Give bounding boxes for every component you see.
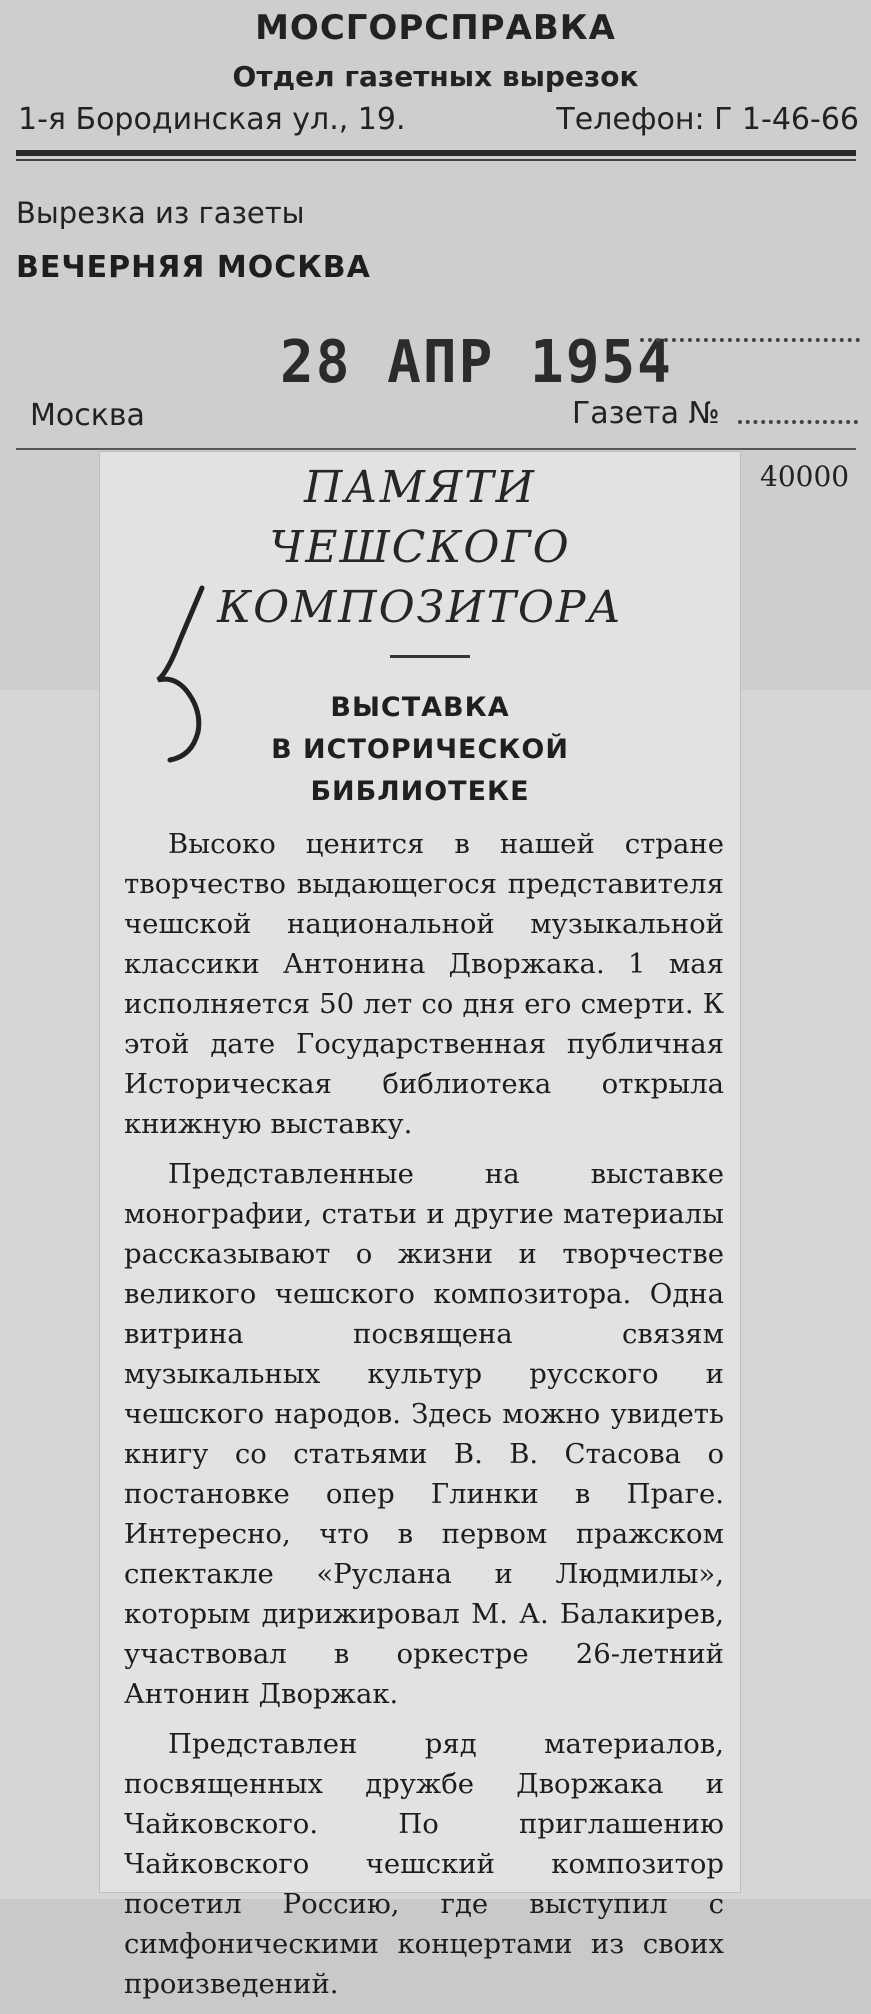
- subheadline-line: ВЫСТАВКА: [330, 692, 510, 723]
- city-label: Москва: [30, 398, 145, 433]
- circulation-number: 40000: [760, 460, 850, 493]
- form-divider: [16, 448, 856, 450]
- org-title: МОСГОРСПРАВКА: [255, 8, 616, 48]
- handwritten-mark-5: [140, 580, 230, 770]
- subheadline-line: БИБЛИОТЕКЕ: [310, 776, 530, 807]
- phone-line: Телефон: Г 1-46-66: [556, 102, 859, 137]
- cutting-label: Вырезка из газеты: [16, 196, 305, 230]
- article-paragraph: Представленные на выставке монографии, статьи и другие материалы рассказывают о жизни и творчестве великого чешского композитора. Одна витрина посвящена связям музыкальных культур русского и чешского народов. Здесь можно увидеть книгу со статьями В. В. Стасова о постановке опер Глинки в Праге. Интересно, что в первом пражском спектакле «Руслана и Людмилы», которым дирижировал М. А. Балакирев, участвовал в оркестре 26-летний Антонин Дворжак.: [124, 1158, 724, 1710]
- department-title: Отдел газетных вырезок: [232, 60, 639, 93]
- headline-line: КОМПОЗИТОРА: [217, 582, 623, 633]
- address-line: 1-я Бородинская ул., 19.: [18, 102, 406, 137]
- issue-label: Газета №: [572, 396, 720, 431]
- header-rule: [16, 150, 856, 156]
- issue-dotted-line: [738, 420, 858, 424]
- headline-line: ЧЕШСКОГО: [269, 522, 571, 573]
- article-body: [124, 824, 724, 2014]
- article-paragraph: Высоко ценится в нашей стране творчество выдающегося представителя чешской национальной музыкальной классики Антонина Дворжака. 1 мая исполняется 50 лет со дня его смерти. К этой дате Государственная публичная Историческая библиотека открыла книжную выставку.: [124, 828, 724, 1140]
- header-rule-thin: [16, 159, 856, 161]
- headline-separator: [390, 655, 470, 658]
- date-stamp: 28 АПР 1954: [280, 328, 673, 397]
- headline-line: ПАМЯТИ: [304, 462, 536, 513]
- article-paragraph: Представлен ряд материалов, посвященных дружбе Дворжака и Чайковского. По приглашению Чайковского чешский композитор посетил Россию, где выступил с симфоническими концертами из своих произведений.: [124, 1728, 724, 2000]
- date-dotted-line: [640, 338, 860, 342]
- newspaper-name: ВЕЧЕРНЯЯ МОСКВА: [16, 250, 371, 285]
- subheadline-line: В ИСТОРИЧЕСКОЙ: [271, 734, 569, 765]
